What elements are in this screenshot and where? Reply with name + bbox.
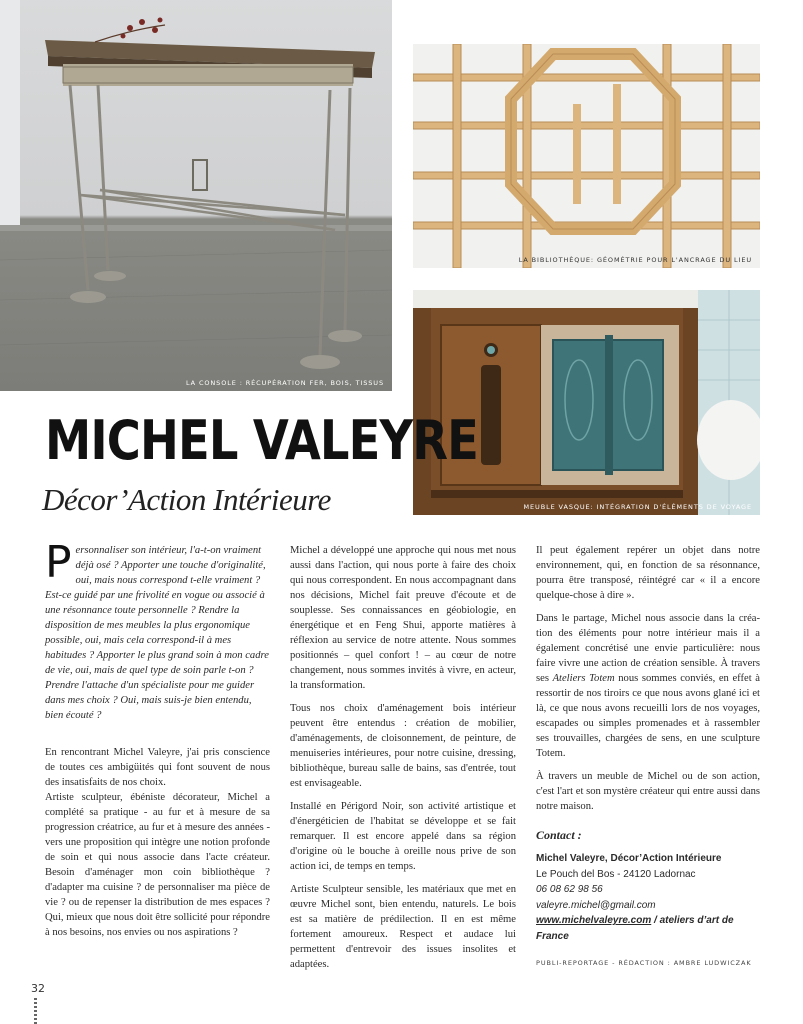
console-photo [0,0,392,391]
contact-email[interactable]: valeyre.michel@gmail.com [536,899,656,911]
paragraph: Installé en Périgord Noir, son activité artistique et d'énergéticien de l'habitat se développe et se fait remarquer. Il est encore appelé dans sa région d'origine où le bouche à oreille nous prive de son action ici, de temps en temps. [290,801,516,872]
contact-block [536,851,760,944]
paragraph: Il peut également repérer un objet dans notre environnement, qui, en fonction de sa résonnance, pourra être transposé, réintégré car « il a encore quelque-chose à dire ». [536,545,760,601]
paragraph-text: nous sommes conviés, en effet à ressortir de nos tiroirs ce que nous avons glané ici et là, ce que nous avons recueilli lors de nos voyages, escapades ou simples promenades et à rassembler ses trouvailles, chargées de sens, en une sculpture Totem. [536,673,760,759]
library-caption: LA BIBLIOTHÈQUE: GÉOMÉTRIE POUR L'ANCRAGE DU LIEU [518,256,752,264]
intro-paragraph [45,537,270,723]
contact-address: Le Pouch del Bos - 24120 Ladornac [536,868,696,880]
paragraph: Artiste sculpteur, ébéniste décorateur, Michel a complété sa pratique - au fur et à mesure de sa progression créatrice, au fur et à mesure des années - vers une proposition qui intègre une notion profonde de soin et qui nous associe dans l'acte créateur. Besoin d'aménager mon coin bibliothèque ? d'adapter ma cuisine ? de personnaliser ma pièce de vie ? ou de repenser la distribution de mes espaces ? Qui, mieux que nous doit être sollicité pour répondre à nos besoins, nos envies ou nos aspirations ? [45,792,270,938]
console-illustration [0,0,392,391]
contact-heading: Contact : [536,828,582,842]
page-number: 32 [31,982,45,995]
drop-cap: P [45,537,72,588]
console-caption: LA CONSOLE : RÉCUPÉRATION FER, BOIS, TISSUS [185,379,384,387]
page-marker [34,998,37,1024]
vasque-illustration [413,290,760,515]
paragraph: Tous nos choix d'aménagement bois intérieur peuvent être entendus : création de mobilier, d'aménagements, de cloisonnement, de peinture, de menuiseries intérieures, pour notre cuisine, dressing, bibliothèque, bureau salle de bains, sas d'entrée, tout est envisageable. [290,703,516,789]
vasque-caption: MEUBLE VASQUE: INTÉGRATION D'ÉLÉMENTS DE VOYAGE [523,503,752,511]
paragraph: Michel a développé une approche qui nous met nous aussi dans l'action, qui nous porte à faire des choix qui nous correspondent. En nous accompagnant dans nos décisions, Michel fait preuve d'écoute et de souplesse. Ses connaissances en géobiologie, en énergétique et en Feng Shui, apporte matières à réflexion au service de notre attente. Nous sommes positionnés – quel confort ! – au cœur de notre changement, nous sommes invités à vivre, en acteur, la transformation. [290,545,516,691]
bookshelf-photo [413,44,760,268]
contact-name: Michel Valeyre, Décor’Action Intérieure [536,853,722,864]
contact-phone[interactable]: 06 08 62 98 56 [536,884,603,895]
column-2 [290,543,516,972]
website-link[interactable]: www.michelvaleyre.com [536,915,652,926]
article-title: MICHEL VALEYRE [45,409,479,472]
website-suffix: / ateliers d’art de France [536,915,734,942]
vasque-photo [413,290,760,515]
paragraph: À travers un meuble de Michel ou de son action, c'est l'art et son mystère créateur qui entre aussi dans notre maison. [536,771,760,812]
paragraph: En rencontrant Michel Valeyre, j'ai pris conscience de toutes ces ambigüités qui font souvent de nous des insatisfaits de nos choix. [45,747,270,788]
column-3 [536,543,760,971]
intro-text: ersonnaliser son intérieur, l'a-t-on vraiment déjà osé ? Apporter une touche d'originalité, oui, mais nous correspond t-elle vraiment ? Est-ce guidé par une frivolité en vogue ou associé à une résonnance toute personnelle ? Rendre la disposition de mes meubles la plus ergonomique possible, oui, mais cela correspond-il à mes habitudes ? Apporter le plus grand soin à mon cadre de vie, oui, mais de quel type de soin parle t-on ? Prendre l'attache d'un spécialiste pour me guider dans mes choix ? Oui, mais suis-je bien entendu, bien écouté ? [45,545,269,721]
credit-line: PUBLI-REPORTAGE - RÉDACTION : AMBRE LUDWICZAK [536,959,752,967]
article-subtitle: Décor’Action Intérieure [42,482,331,517]
bookshelf-illustration [413,44,760,268]
paragraph-text: Dans le partage, Michel nous associe dans la création des éléments pour notre intérieur mais il a également concrétisé une envie particulière: nous faire vivre une action de création sensible. À travers ses [536,613,760,684]
column-1 [45,537,270,940]
ateliers-totem-text: Ateliers Totem [552,673,615,684]
paragraph: Artiste Sculpteur sensible, les matériaux que met en œuvre Michel sont, bien entendu, naturels. Le bois est sa matière de prédilection. Il en est même fortement amoureux. Respect et audace lui permettent d'entrevoir des issues insolites et adaptées. [290,884,516,970]
paragraph [536,611,760,761]
